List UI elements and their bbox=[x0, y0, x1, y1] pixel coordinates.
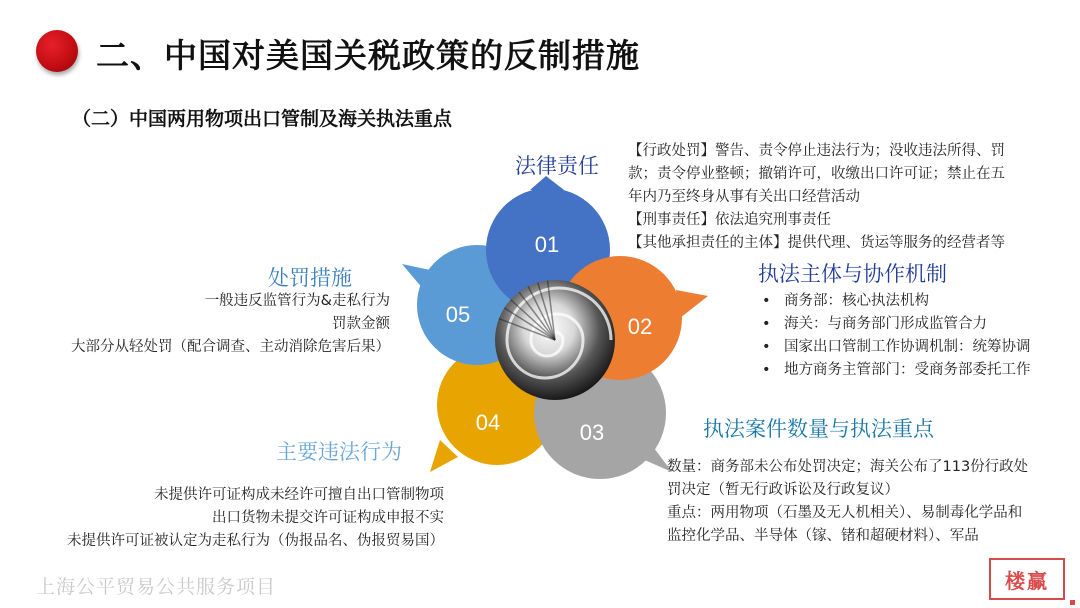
penalty-measures-text bbox=[71, 290, 390, 359]
enforcement-bodies-list bbox=[762, 290, 1031, 382]
legal-responsibility-heading: 法律责任 bbox=[515, 154, 599, 178]
petal-02-number: 02 bbox=[627, 314, 653, 339]
seal-stamp-logo: 楼赢 bbox=[989, 558, 1065, 600]
legal-line: 【其他承担责任的主体】提供代理、货运等服务的经营者等 bbox=[628, 235, 1005, 251]
cases-line: 监控化学品、半导体（镓、锗和超硬材料）、军品 bbox=[667, 528, 979, 544]
legal-responsibility-text bbox=[628, 140, 1048, 255]
legal-line: 【刑事责任】依法追究刑事责任 bbox=[628, 212, 831, 228]
penalty-measures-heading: 处罚措施 bbox=[268, 266, 352, 290]
main-violations-heading: 主要违法行为 bbox=[276, 440, 402, 464]
petal-01-number: 01 bbox=[534, 232, 560, 257]
enforcement-cases-heading: 执法案件数量与执法重点 bbox=[703, 417, 934, 441]
cases-line: 数量：商务部未公布处罚决定；海关公布了113份行政处 bbox=[667, 459, 1029, 475]
page-title: 二、中国对美国关税政策的反制措施 bbox=[96, 36, 640, 75]
enforcement-bodies-heading: 执法主体与协作机制 bbox=[758, 262, 947, 286]
main-violations-text bbox=[67, 484, 444, 553]
page-subtitle: （二）中国两用物项出口管制及海关执法重点 bbox=[72, 108, 453, 130]
footer-text: 上海公平贸易公共服务项目 bbox=[36, 576, 277, 598]
petal-02-tail bbox=[676, 290, 708, 318]
cases-line: 重点：两用物项（石墨及无人机相关）、易制毒化学品和 bbox=[667, 505, 1023, 521]
legal-line: 年内乃至终身从事有关出口经营活动 bbox=[628, 189, 860, 205]
petal-04-number: 04 bbox=[475, 410, 501, 435]
legal-line: 款；责令停业整顿；撤销许可，收缴出口许可证；禁止在五 bbox=[628, 166, 1005, 182]
enforcement-cases-text bbox=[667, 456, 1067, 548]
petal-03-number: 03 bbox=[579, 420, 605, 445]
violation-line: 未提供许可证被认定为走私行为（伪报品名、伪报贸易国） bbox=[67, 533, 444, 549]
violation-line: 未提供许可证构成未经许可擅自出口管制物项 bbox=[154, 487, 444, 503]
cases-line: 罚决定（暂无行政诉讼及行政复议） bbox=[667, 482, 899, 498]
penalty-line: 大部分从轻处罚（配合调查、主动消除危害后果） bbox=[71, 339, 390, 355]
list-item: • 商务部：核心执法机构 bbox=[762, 290, 1031, 313]
legal-line: 【行政处罚】警告、责令停止违法行为；没收违法所得、罚 bbox=[628, 143, 1005, 159]
petal-05-number: 05 bbox=[445, 302, 471, 327]
penalty-line: 一般违反监管行为&走私行为 bbox=[204, 293, 390, 309]
penalty-line: 罚款金额 bbox=[332, 316, 390, 332]
list-item: • 地方商务主管部门：受商务部委托工作 bbox=[762, 359, 1031, 382]
list-item: • 国家出口管制工作协调机制：统筹协调 bbox=[762, 336, 1031, 359]
list-item: • 海关：与商务部门形成监管合力 bbox=[762, 313, 1031, 336]
violation-line: 出口货物未提交许可证构成申报不实 bbox=[212, 510, 444, 526]
stamp-corner-mark bbox=[1070, 600, 1075, 605]
